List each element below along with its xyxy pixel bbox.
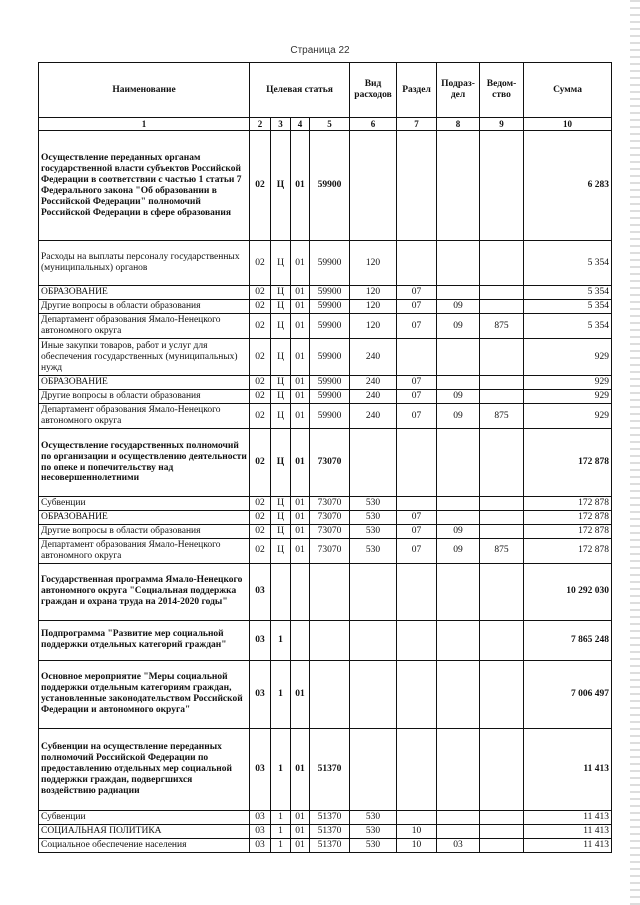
- row-section: [397, 563, 437, 620]
- row-name: Субвенции: [39, 497, 250, 511]
- row-sum: 172 878: [524, 538, 612, 563]
- row-section: [397, 728, 437, 810]
- row-section: 07: [397, 314, 437, 339]
- row-name: Субвенции на осуществление переданных полномочий Российской Федерации по предоставлению отдельных мер социальной поддержки граждан, подвергшихся воздействию радиации: [39, 728, 250, 810]
- row-activity-code: 01: [291, 314, 310, 339]
- row-sum: 172 878: [524, 524, 612, 538]
- row-subprogram-code: Ц: [271, 429, 291, 497]
- table-body: [39, 131, 612, 852]
- row-sum: 929: [524, 339, 612, 376]
- row-expense-type: 530: [350, 524, 397, 538]
- row-subsection: [437, 824, 480, 838]
- table-row: [39, 620, 612, 660]
- row-section: [397, 429, 437, 497]
- row-activity-code: 01: [291, 497, 310, 511]
- table-row: [39, 429, 612, 497]
- row-subprogram-code: 1: [271, 838, 291, 852]
- row-expense-type: 240: [350, 339, 397, 376]
- row-section: [397, 131, 437, 241]
- row-name: Осуществление государственных полномочий по организации и осуществлению деятельности по опеке и попечительству над несовершеннолетними: [39, 429, 250, 497]
- row-subsection: [437, 286, 480, 300]
- row-section: 07: [397, 376, 437, 390]
- row-name: Департамент образования Ямало-Ненецкого автономного округа: [39, 538, 250, 563]
- row-subprogram-code: Ц: [271, 538, 291, 563]
- header-department: Ведом-ство: [480, 63, 524, 118]
- row-expense-type: 530: [350, 838, 397, 852]
- row-section: 10: [397, 824, 437, 838]
- row-subsection: 09: [437, 300, 480, 314]
- row-department: [480, 728, 524, 810]
- row-section: [397, 620, 437, 660]
- row-sum: 6 283: [524, 131, 612, 241]
- row-name: Иные закупки товаров, работ и услуг для обеспечения государственных (муниципальных) нужд: [39, 339, 250, 376]
- row-sum: 5 354: [524, 286, 612, 300]
- row-subsection: [437, 241, 480, 286]
- row-expense-type: [350, 728, 397, 810]
- row-direction-code: [310, 620, 350, 660]
- row-department: [480, 824, 524, 838]
- row-name: Осуществление переданных органам государственной власти субъектов Российской Федерации в соответствии с частью 1 статьи 7 Федерального закона "Об образовании в Российской Федерации" полномочий Российской Федерации в сфере образования: [39, 131, 250, 241]
- row-direction-code: 59900: [310, 241, 350, 286]
- table-row: [39, 563, 612, 620]
- row-department: [480, 286, 524, 300]
- row-subprogram-code: Ц: [271, 497, 291, 511]
- row-name: ОБРАЗОВАНИЕ: [39, 376, 250, 390]
- row-program-code: 02: [250, 524, 271, 538]
- row-subsection: 09: [437, 390, 480, 404]
- row-activity-code: 01: [291, 824, 310, 838]
- row-expense-type: 530: [350, 538, 397, 563]
- row-activity-code: 01: [291, 390, 310, 404]
- row-direction-code: 73070: [310, 510, 350, 524]
- row-subprogram-code: Ц: [271, 390, 291, 404]
- table-row: [39, 404, 612, 429]
- row-subprogram-code: [271, 563, 291, 620]
- column-number: 9: [480, 118, 524, 131]
- row-section: 07: [397, 538, 437, 563]
- row-sum: 5 354: [524, 314, 612, 339]
- row-section: 07: [397, 300, 437, 314]
- row-sum: 929: [524, 404, 612, 429]
- row-expense-type: 240: [350, 376, 397, 390]
- row-direction-code: 73070: [310, 524, 350, 538]
- row-expense-type: 240: [350, 404, 397, 429]
- column-number: 2: [250, 118, 271, 131]
- row-subsection: [437, 510, 480, 524]
- row-program-code: 03: [250, 728, 271, 810]
- row-section: [397, 660, 437, 728]
- row-subprogram-code: 1: [271, 728, 291, 810]
- header-row: [39, 63, 612, 118]
- row-department: [480, 510, 524, 524]
- row-activity-code: 01: [291, 241, 310, 286]
- column-number: 1: [39, 118, 250, 131]
- row-subsection: [437, 339, 480, 376]
- row-program-code: 02: [250, 429, 271, 497]
- row-direction-code: 73070: [310, 538, 350, 563]
- row-subprogram-code: Ц: [271, 241, 291, 286]
- row-subprogram-code: 1: [271, 824, 291, 838]
- row-name: ОБРАЗОВАНИЕ: [39, 286, 250, 300]
- table-row: [39, 538, 612, 563]
- column-number: 8: [437, 118, 480, 131]
- table-row: [39, 510, 612, 524]
- table-row: [39, 660, 612, 728]
- row-direction-code: 51370: [310, 728, 350, 810]
- column-number: 6: [350, 118, 397, 131]
- header-section: Раздел: [397, 63, 437, 118]
- row-subsection: [437, 497, 480, 511]
- row-sum: 7 865 248: [524, 620, 612, 660]
- row-name: ОБРАЗОВАНИЕ: [39, 510, 250, 524]
- row-subsection: [437, 660, 480, 728]
- row-activity-code: 01: [291, 339, 310, 376]
- row-subprogram-code: Ц: [271, 524, 291, 538]
- row-program-code: 02: [250, 404, 271, 429]
- row-program-code: 02: [250, 131, 271, 241]
- column-number: 3: [271, 118, 291, 131]
- row-subsection: 09: [437, 538, 480, 563]
- row-name: Другие вопросы в области образования: [39, 390, 250, 404]
- row-expense-type: 120: [350, 300, 397, 314]
- row-department: 875: [480, 538, 524, 563]
- row-department: [480, 810, 524, 824]
- row-direction-code: [310, 563, 350, 620]
- row-department: 875: [480, 314, 524, 339]
- row-expense-type: [350, 563, 397, 620]
- row-direction-code: 73070: [310, 429, 350, 497]
- row-name: Субвенции: [39, 810, 250, 824]
- header-subsection: Подраз-дел: [437, 63, 480, 118]
- row-expense-type: 530: [350, 497, 397, 511]
- row-department: [480, 339, 524, 376]
- row-subprogram-code: Ц: [271, 314, 291, 339]
- row-name: Департамент образования Ямало-Ненецкого автономного округа: [39, 314, 250, 339]
- row-direction-code: 59900: [310, 376, 350, 390]
- row-subsection: [437, 429, 480, 497]
- row-name: Государственная программа Ямало-Ненецкого автономного округа "Социальная поддержка граждан и охрана труда на 2014-2020 годы": [39, 563, 250, 620]
- row-section: [397, 497, 437, 511]
- row-subprogram-code: 1: [271, 660, 291, 728]
- row-program-code: 03: [250, 660, 271, 728]
- row-activity-code: 01: [291, 131, 310, 241]
- row-activity-code: 01: [291, 810, 310, 824]
- row-subsection: 03: [437, 838, 480, 852]
- row-department: [480, 131, 524, 241]
- row-department: [480, 300, 524, 314]
- row-expense-type: 240: [350, 390, 397, 404]
- row-direction-code: 73070: [310, 497, 350, 511]
- table-row: [39, 376, 612, 390]
- row-expense-type: 120: [350, 241, 397, 286]
- table-row: [39, 824, 612, 838]
- row-direction-code: 59900: [310, 390, 350, 404]
- row-program-code: 02: [250, 286, 271, 300]
- row-section: [397, 241, 437, 286]
- row-sum: 172 878: [524, 510, 612, 524]
- row-name: СОЦИАЛЬНАЯ ПОЛИТИКА: [39, 824, 250, 838]
- row-section: [397, 810, 437, 824]
- table-row: [39, 497, 612, 511]
- row-direction-code: 51370: [310, 824, 350, 838]
- row-subprogram-code: Ц: [271, 286, 291, 300]
- row-program-code: 02: [250, 497, 271, 511]
- table-row: [39, 339, 612, 376]
- row-name: Основное мероприятие "Меры социальной поддержки отдельным категориям граждан, установленные законодательством Российской Федерации и автономного округа": [39, 660, 250, 728]
- row-subsection: [437, 620, 480, 660]
- row-program-code: 02: [250, 376, 271, 390]
- header-target-article: Целевая статья: [250, 63, 350, 118]
- row-direction-code: 59900: [310, 404, 350, 429]
- row-sum: 10 292 030: [524, 563, 612, 620]
- row-department: [480, 241, 524, 286]
- table-row: [39, 838, 612, 852]
- row-name: Департамент образования Ямало-Ненецкого автономного округа: [39, 404, 250, 429]
- budget-table: [38, 62, 612, 853]
- row-department: [480, 620, 524, 660]
- row-subprogram-code: Ц: [271, 300, 291, 314]
- row-sum: 11 413: [524, 838, 612, 852]
- row-direction-code: 59900: [310, 131, 350, 241]
- row-section: 07: [397, 510, 437, 524]
- column-number-row: [39, 118, 612, 131]
- table-row: [39, 728, 612, 810]
- table-row: [39, 810, 612, 824]
- row-program-code: 02: [250, 339, 271, 376]
- row-sum: 5 354: [524, 241, 612, 286]
- row-subprogram-code: Ц: [271, 376, 291, 390]
- scan-edge-artifact: [630, 0, 640, 905]
- row-department: [480, 497, 524, 511]
- row-direction-code: 59900: [310, 339, 350, 376]
- row-department: [480, 524, 524, 538]
- row-subprogram-code: 1: [271, 810, 291, 824]
- row-subprogram-code: Ц: [271, 510, 291, 524]
- row-section: 07: [397, 404, 437, 429]
- row-name: Подпрограмма "Развитие мер социальной поддержки отдельных категорий граждан": [39, 620, 250, 660]
- row-expense-type: [350, 429, 397, 497]
- row-sum: 172 878: [524, 429, 612, 497]
- row-name: Социальное обеспечение населения: [39, 838, 250, 852]
- row-program-code: 03: [250, 620, 271, 660]
- row-program-code: 02: [250, 314, 271, 339]
- row-subsection: [437, 563, 480, 620]
- row-name: Другие вопросы в области образования: [39, 300, 250, 314]
- row-section: 10: [397, 838, 437, 852]
- row-sum: 11 413: [524, 824, 612, 838]
- row-subprogram-code: Ц: [271, 131, 291, 241]
- row-expense-type: [350, 660, 397, 728]
- row-subsection: [437, 376, 480, 390]
- row-activity-code: 01: [291, 429, 310, 497]
- row-activity-code: 01: [291, 538, 310, 563]
- row-direction-code: 59900: [310, 300, 350, 314]
- row-activity-code: 01: [291, 376, 310, 390]
- row-expense-type: 120: [350, 286, 397, 300]
- row-expense-type: 530: [350, 824, 397, 838]
- row-section: [397, 339, 437, 376]
- row-expense-type: 530: [350, 810, 397, 824]
- table-row: [39, 241, 612, 286]
- row-sum: 11 413: [524, 810, 612, 824]
- table-row: [39, 286, 612, 300]
- row-program-code: 02: [250, 390, 271, 404]
- row-department: [480, 390, 524, 404]
- row-program-code: 03: [250, 838, 271, 852]
- row-department: [480, 429, 524, 497]
- row-sum: 11 413: [524, 728, 612, 810]
- header-sum: Сумма: [524, 63, 612, 118]
- row-expense-type: [350, 620, 397, 660]
- page-label: Страница 22: [290, 45, 350, 56]
- row-activity-code: [291, 563, 310, 620]
- row-department: [480, 376, 524, 390]
- row-department: [480, 660, 524, 728]
- row-program-code: 03: [250, 824, 271, 838]
- row-program-code: 02: [250, 241, 271, 286]
- table-row: [39, 390, 612, 404]
- row-section: 07: [397, 524, 437, 538]
- row-direction-code: 59900: [310, 314, 350, 339]
- header-expense-type: Вид расходов: [350, 63, 397, 118]
- table-row: [39, 131, 612, 241]
- row-sum: 929: [524, 390, 612, 404]
- row-sum: 172 878: [524, 497, 612, 511]
- row-activity-code: 01: [291, 404, 310, 429]
- row-activity-code: 01: [291, 728, 310, 810]
- table-row: [39, 300, 612, 314]
- row-name: Другие вопросы в области образования: [39, 524, 250, 538]
- row-direction-code: 51370: [310, 838, 350, 852]
- column-number: 5: [310, 118, 350, 131]
- row-direction-code: [310, 660, 350, 728]
- row-section: 07: [397, 390, 437, 404]
- column-number: 7: [397, 118, 437, 131]
- row-section: 07: [397, 286, 437, 300]
- row-direction-code: 51370: [310, 810, 350, 824]
- row-subsection: [437, 810, 480, 824]
- row-activity-code: 01: [291, 510, 310, 524]
- column-number: 4: [291, 118, 310, 131]
- row-department: [480, 563, 524, 620]
- row-activity-code: 01: [291, 524, 310, 538]
- row-subprogram-code: Ц: [271, 404, 291, 429]
- table-row: [39, 314, 612, 339]
- row-sum: 5 354: [524, 300, 612, 314]
- row-program-code: 02: [250, 538, 271, 563]
- row-activity-code: 01: [291, 300, 310, 314]
- row-program-code: 02: [250, 510, 271, 524]
- row-activity-code: [291, 620, 310, 660]
- row-expense-type: [350, 131, 397, 241]
- row-activity-code: 01: [291, 838, 310, 852]
- row-direction-code: 59900: [310, 286, 350, 300]
- row-subprogram-code: Ц: [271, 339, 291, 376]
- row-expense-type: 120: [350, 314, 397, 339]
- row-sum: 7 006 497: [524, 660, 612, 728]
- row-subsection: [437, 728, 480, 810]
- row-department: [480, 838, 524, 852]
- row-program-code: 03: [250, 810, 271, 824]
- row-subprogram-code: 1: [271, 620, 291, 660]
- row-sum: 929: [524, 376, 612, 390]
- row-department: 875: [480, 404, 524, 429]
- row-subsection: [437, 131, 480, 241]
- row-program-code: 02: [250, 300, 271, 314]
- row-subsection: 09: [437, 404, 480, 429]
- header-name: Наименование: [39, 63, 250, 118]
- row-activity-code: 01: [291, 660, 310, 728]
- row-subsection: 09: [437, 524, 480, 538]
- row-program-code: 03: [250, 563, 271, 620]
- row-activity-code: 01: [291, 286, 310, 300]
- row-name: Расходы на выплаты персоналу государственных (муниципальных) органов: [39, 241, 250, 286]
- row-expense-type: 530: [350, 510, 397, 524]
- table-row: [39, 524, 612, 538]
- row-subsection: 09: [437, 314, 480, 339]
- column-number: 10: [524, 118, 612, 131]
